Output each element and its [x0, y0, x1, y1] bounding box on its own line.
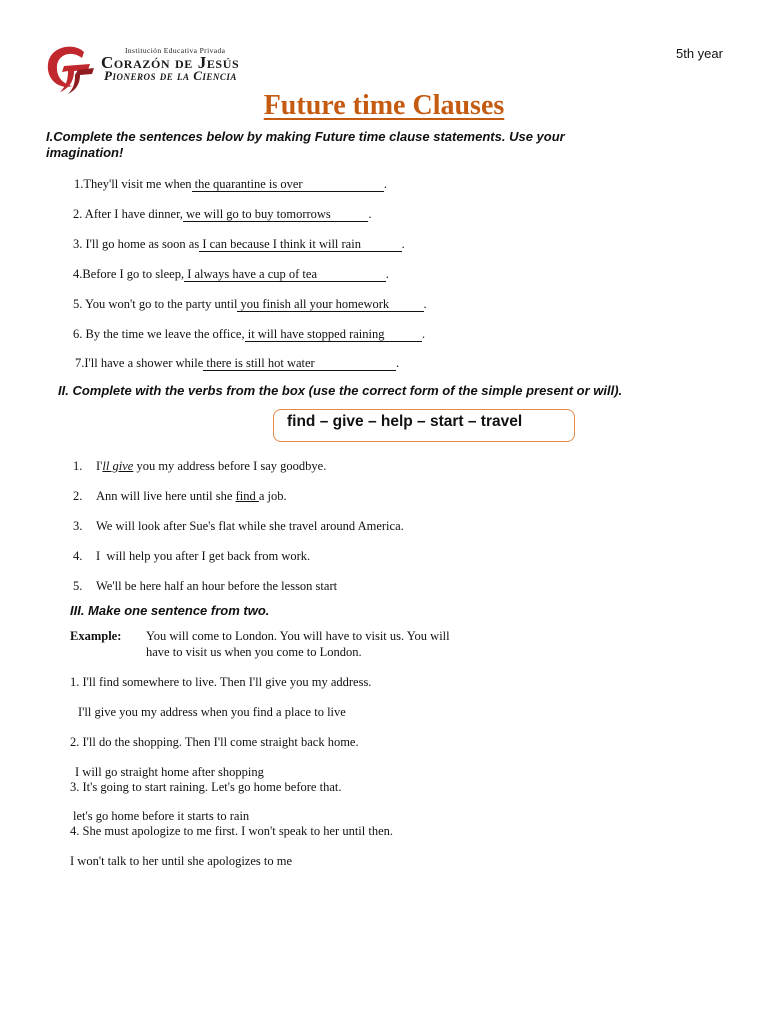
item-prefix: 7.I'll have a shower while — [75, 356, 204, 370]
item-suffix: . — [368, 207, 372, 221]
answer-fill[interactable]: ll give — [102, 459, 134, 473]
school-logo — [44, 44, 98, 94]
section-2-item-2 — [96, 489, 287, 504]
answer-blank[interactable]: the quarantine is over — [191, 177, 384, 191]
item-prefix: 6. By the time we leave the office, — [73, 327, 245, 341]
section-2-item-5: We'll be here half an hour before the lesson start — [96, 579, 338, 593]
section-1-item-5 — [73, 297, 427, 312]
item-text: Ann will live here until she — [96, 489, 236, 503]
section-2-item-4: I will help you after I get back from work. — [96, 549, 311, 563]
answer-blank[interactable]: it will have stopped raining — [244, 327, 422, 341]
item-suffix: . — [395, 356, 400, 370]
section-1-item-6 — [73, 327, 425, 342]
answer-blank[interactable]: we will go to buy tomorrows — [182, 207, 369, 221]
school-line-1: Institución Educativa Privada — [125, 46, 226, 55]
section-3-question-1: 1. I'll find somewhere to live. Then I'll give you my address. — [70, 675, 372, 689]
section-3-question-3: 3. It's going to start raining. Let's go home before that. — [70, 780, 342, 794]
section-1-item-1 — [74, 177, 387, 192]
item-suffix: . — [423, 297, 427, 311]
answer-blank[interactable]: I always have a cup of tea — [184, 267, 386, 281]
school-line-3: Pioneros de la Ciencia — [104, 68, 237, 83]
item-text: a job. — [258, 489, 287, 503]
page-title-text: Future time Clauses — [263, 90, 505, 121]
section-1-item-4 — [73, 267, 389, 282]
section-3-answer-4[interactable]: I won't talk to her until she apologizes to me — [70, 854, 292, 868]
section-2-item-3: We will look after Sue's flat while she travel around America. — [96, 519, 404, 533]
item-text: you my address before I say goodbye. — [133, 459, 327, 473]
section-1-instruction: I.Complete the sentences below by making Future time clause statements. Use your imagination! — [46, 129, 565, 160]
answer-fill[interactable]: find — [235, 489, 259, 503]
section-2-number-4: 4. — [73, 549, 83, 563]
section-2-number-2: 2. — [73, 489, 83, 503]
item-prefix: 3. I'll go home as soon as — [73, 237, 200, 251]
item-prefix: 2. After I have dinner, — [73, 207, 183, 221]
section-3-answer-2[interactable]: I will go straight home after shopping — [75, 765, 264, 779]
verb-box: find – give – help – start – travel — [273, 409, 575, 442]
section-3-instruction: III. Make one sentence from two. — [70, 603, 270, 618]
section-2-item-1 — [96, 459, 326, 474]
item-prefix: 1.They'll visit me when — [74, 177, 192, 191]
section-2-number-3: 3. — [73, 519, 83, 533]
item-suffix: . — [422, 327, 426, 341]
item-suffix: . — [401, 237, 405, 251]
section-2-instruction: II. Complete with the verbs from the box (use the correct form of the simple present or will). — [58, 383, 623, 398]
section-2-number-1: 1. — [73, 459, 83, 473]
answer-blank[interactable]: you finish all your homework — [237, 297, 424, 311]
section-1-item-3 — [73, 237, 405, 252]
item-prefix: 4.Before I go to sleep, — [73, 267, 185, 281]
section-3-question-4: 4. She must apologize to me first. I won't speak to her until then. — [70, 824, 394, 838]
section-3-answer-1[interactable]: I'll give you my address when you find a place to live — [78, 705, 346, 719]
example-label: Example: — [70, 629, 122, 643]
answer-blank[interactable]: I can because I think it will rain — [199, 237, 402, 251]
item-text: I' — [96, 459, 103, 473]
item-suffix: . — [385, 267, 389, 281]
section-1-item-7 — [75, 356, 399, 371]
answer-blank[interactable]: there is still hot water — [203, 356, 396, 370]
item-suffix: . — [383, 177, 387, 191]
item-prefix: 5. You won't go to the party until — [73, 297, 238, 311]
section-1-item-2 — [73, 207, 371, 222]
page-title — [0, 90, 768, 122]
section-3-question-2: 2. I'll do the shopping. Then I'll come straight back home. — [70, 735, 359, 749]
grade-year: 5th year — [676, 46, 723, 61]
example-text: You will come to London. You will have to visit us. You will have to visit us when you come to London. — [146, 629, 450, 659]
school-line-2: Corazón de Jesús — [101, 53, 240, 72]
section-2-number-5: 5. — [73, 579, 83, 593]
section-3-answer-3[interactable]: let's go home before it starts to rain — [73, 809, 250, 823]
